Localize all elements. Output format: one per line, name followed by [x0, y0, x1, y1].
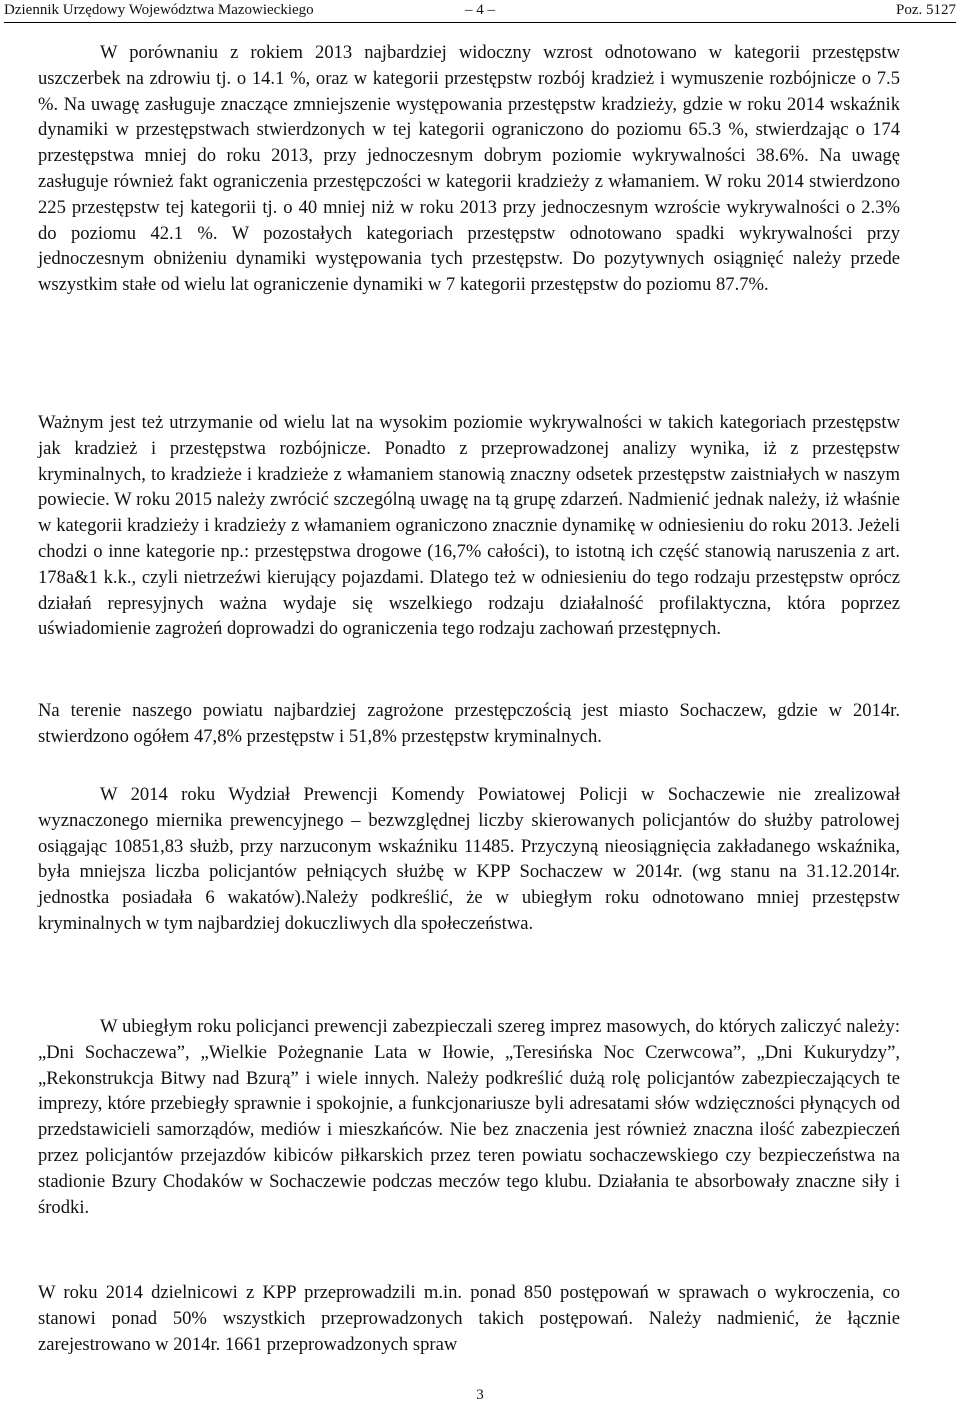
paragraph-detection-rate: Ważnym jest też utrzymanie od wielu lat na wysokim poziomie wykrywalności w takich kategoriach przestępstw jak kradzież i przestępstwa rozbójnicze. Ponadto z przeprowadzonej analizy wynika, iż z przestępstw kryminalnych, to kradzieże i kradzieże z włamaniem stanowią znaczny odsetek przestępstw zaistniałych w naszym powiecie. W roku 2015 należy zwrócić szczególną uwagę na tą grupę zdarzeń. Nadmienić jednak należy, iż właśnie w kategorii kradzieży i kradzieży z włamaniem ograniczono znacznie dynamikę w odniesieniu do roku 2013. Jeżeli chodzi o inne kategorie np.: przestępstwa drogowe (16,7% całości), to istotną ich część stanowią naruszenia z art. 178a&1 k.k., czyli nietrzeźwi kierujący pojazdami. Dlatego też w odniesieniu do tego rodzaju przestępstw oprócz działań represyjnych ważna wydaje się wszelkiego rodzaju działalność profilaktyczna, która poprzez uświadomienie zagrożeń doprowadzi do ograniczenia tego rodzaju zachowań przestępnych.: [38, 412, 900, 640]
paragraph-mass-events: W ubiegłym roku policjanci prewencji zabezpieczali szereg imprez masowych, do których zaliczyć należy: „Dni Sochaczewa”, „Wielkie Pożegnanie Lata w Iłowie, „Teresińska Noc Czerwcowa”, „Dni Kukurydzy”, „Rekonstrukcja Bitwy nad Bzurą” i wiele innych. Należy podkreślić dużą rolę policjantów zabezpieczających te imprezy, które przebiegły sprawnie i spokojnie, a funkcjonariusze byli adresatami słów wdzięczności płynących od przedstawicieli samorządów, mediów i mieszkańców. Nie bez znaczenia jest również znaczna ilość zabezpieczeń przez policjantów przejazdów kibiców piłkarskich przez teren powiatu sochaczewskiego czy bezpieczeństwa na stadionie Bzury Chodaków w Sochaczewie podczas meczów tego klubu. Działania te absorbowały znaczne siły i środki.: [38, 1016, 900, 1218]
journal-title: Dziennik Urzędowy Województwa Mazowieckiego: [4, 2, 314, 18]
position-number: Poz. 5127: [896, 2, 956, 18]
paragraph-district-officers: W roku 2014 dzielnicowi z KPP przeprowadzili m.in. ponad 850 postępowań w sprawach o wykroczenia, co stanowi ponad 50% wszystkich przeprowadzonych takich postępowań. Należy nadmienić, że łącznie zarejestrowano w 2014r. 1661 przeprowadzonych spraw: [38, 1282, 900, 1355]
page-number: 3: [476, 1387, 484, 1403]
document-body: [38, 40, 900, 1390]
paragraph-prevention-unit: W 2014 roku Wydział Prewencji Komendy Powiatowej Policji w Sochaczewie nie zrealizował wyznaczonego miernika prewencyjnego – bezwzględnej liczby skierowanych policjantów do służby patrolowej osiągając 10851,83 służb, przy narzuconym wskaźniku 11485. Przyczyną nieosiągnięcia zakładanego wskaźnika, była mniejsza liczba policjantów pełniących służbę w KPP Sochaczew w 2014r. (wg stanu na 31.12.2014r. jednostka posiadała 6 wakatów).Należy podkreślić, że w ubiegłym roku odnotowano mniej przestępstw kryminalnych w tym najbardziej dokuczliwych dla społeczeństwa.: [38, 784, 900, 934]
running-header: [4, 0, 956, 23]
paragraph-sochaczew-city: Na terenie naszego powiatu najbardziej zagrożone przestępczością jest miasto Sochaczew, gdzie w 2014r. stwierdzono ogółem 47,8% przestępstw i 51,8% przestępstw kryminalnych.: [38, 700, 900, 747]
paragraph-crime-statistics: W porównaniu z rokiem 2013 najbardziej widoczny wzrost odnotowano w kategorii przestępstw uszczerbek na zdrowiu tj. o 14.1 %, oraz w kategorii przestępstw rozbój kradzież i wymuszenie rozbójnicze o 7.5 %. Na uwagę zasługuje znaczące zmniejszenie występowania przestępstw kradzieży, gdzie w roku 2014 wskaźnik dynamiki w przestępstwach stwierdzonych w tej kategorii ograniczono do poziomu 65.3 %, stwierdzając o 174 przestępstwa mniej do roku 2013, przy jednoczesnym dobrym poziomie wykrywalności 38.6%. Na uwagę zasługuje również fakt ograniczenia przestępczości w kategorii kradzieży z włamaniem. W roku 2014 stwierdzono 225 przestępstw tej kategorii tj. o 40 mniej niż w roku 2013 przy jednoczesnym wzroście wykrywalności o 2.3% do poziomu 42.1 %. W pozostałych kategoriach przestępstw odnotowano spadki wykrywalności przy jednoczesnym obniżeniu dynamiki występowania tych przestępstw. Do pozytywnych osiągnięć należy przede wszystkim stałe od wielu lat ograniczenie dynamiki w 7 kategorii przestępstw do poziomu 87.7%.: [38, 42, 900, 296]
page-marker: – 4 –: [465, 2, 495, 18]
